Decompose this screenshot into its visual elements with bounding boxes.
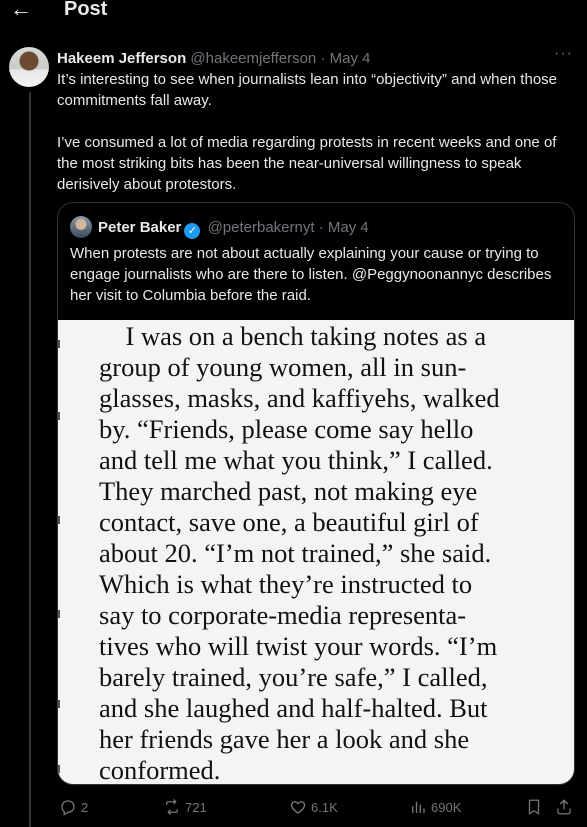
like-count: 6.1K xyxy=(311,799,338,815)
tweet-paragraph: I’ve consumed a lot of media regarding protests in recent weeks and one of the most striking bits has been the near-universal willingness to speak derisively about protestors. xyxy=(57,134,557,193)
quoted-author-row xyxy=(98,219,369,239)
clipping-line: contact, save one, a beautiful girl of xyxy=(99,507,479,537)
clipping-line: Which is what they’re instructed to xyxy=(99,569,473,599)
thread-line xyxy=(29,92,31,827)
clipping-line: about 20. “I’m not trained,” she said. xyxy=(99,538,492,568)
clipping-line: They marched past, not making eye xyxy=(99,476,478,506)
quoted-image-clipping[interactable] xyxy=(58,320,574,785)
bookmark-button[interactable] xyxy=(525,798,543,816)
clipping-line: tives who will twist your words. “I’m xyxy=(99,631,498,661)
clipping-line: say to corporate-media representa- xyxy=(99,600,467,630)
views-count: 690K xyxy=(431,799,462,815)
quoted-tweet[interactable] xyxy=(57,202,575,785)
page-title: Post xyxy=(64,0,108,20)
clipping-line: and tell me what you think,” I called. xyxy=(99,445,493,475)
tweet-author-row xyxy=(57,50,370,68)
tweet-paragraph: It’s interesting to see when journalists lean into “objectivity” and when those commitments fall away. xyxy=(57,71,558,109)
tweet-date[interactable]: May 4 xyxy=(329,50,371,67)
margin-marks xyxy=(58,320,62,785)
more-dots-icon[interactable]: ··· xyxy=(554,45,573,62)
quoted-text: When protests are not about actually explaining your cause or trying to engage journalists who are there to listen. @Peggynoonannyc describes her visit to Columbia before the raid. xyxy=(70,245,552,304)
reply-icon xyxy=(59,798,77,816)
quoted-date: May 4 xyxy=(327,219,369,236)
clipping-line: and she laughed and half-halted. But xyxy=(99,693,488,723)
repost-count: 721 xyxy=(185,799,207,815)
tweet-text xyxy=(57,69,577,195)
verified-badge-icon: ✓ xyxy=(184,223,200,239)
reply-count: 2 xyxy=(81,799,89,815)
clipping-line: her friends gave her a look and she xyxy=(99,724,470,754)
bookmark-icon xyxy=(525,798,543,816)
author-handle[interactable]: @hakeemjefferson xyxy=(190,50,317,67)
clipping-line: conformed. xyxy=(99,755,221,785)
clipping-line: glasses, masks, and kaffiyehs, walked xyxy=(99,383,500,413)
heart-icon xyxy=(289,798,307,816)
clipping-line: I was on a bench taking notes as a xyxy=(99,321,487,351)
clipping-text xyxy=(99,321,539,785)
clipping-line: barely trained, you’re safe,” I called, xyxy=(99,662,488,692)
repost-icon xyxy=(163,798,181,816)
author-name[interactable]: Hakeem Jefferson xyxy=(57,50,187,67)
separator-dot: · xyxy=(320,50,326,67)
reply-button[interactable] xyxy=(59,798,88,816)
share-button[interactable] xyxy=(555,798,573,816)
like-button[interactable] xyxy=(289,798,338,816)
quoted-author-handle: @peterbakernyt xyxy=(207,219,315,236)
quoted-avatar xyxy=(70,216,92,238)
separator-dot: · xyxy=(318,219,324,236)
views-chart-icon xyxy=(409,798,427,816)
views-button[interactable] xyxy=(409,798,461,816)
top-bar xyxy=(0,0,587,26)
clipping-line: by. “Friends, please come say hello xyxy=(99,414,474,444)
action-bar xyxy=(57,798,577,818)
clipping-line: group of young women, all in sun- xyxy=(99,352,467,382)
share-icon xyxy=(555,798,573,816)
repost-button[interactable] xyxy=(163,798,207,816)
avatar[interactable] xyxy=(9,47,49,87)
quoted-author-name: Peter Baker xyxy=(98,219,182,236)
back-arrow-icon[interactable]: ← xyxy=(10,0,32,21)
